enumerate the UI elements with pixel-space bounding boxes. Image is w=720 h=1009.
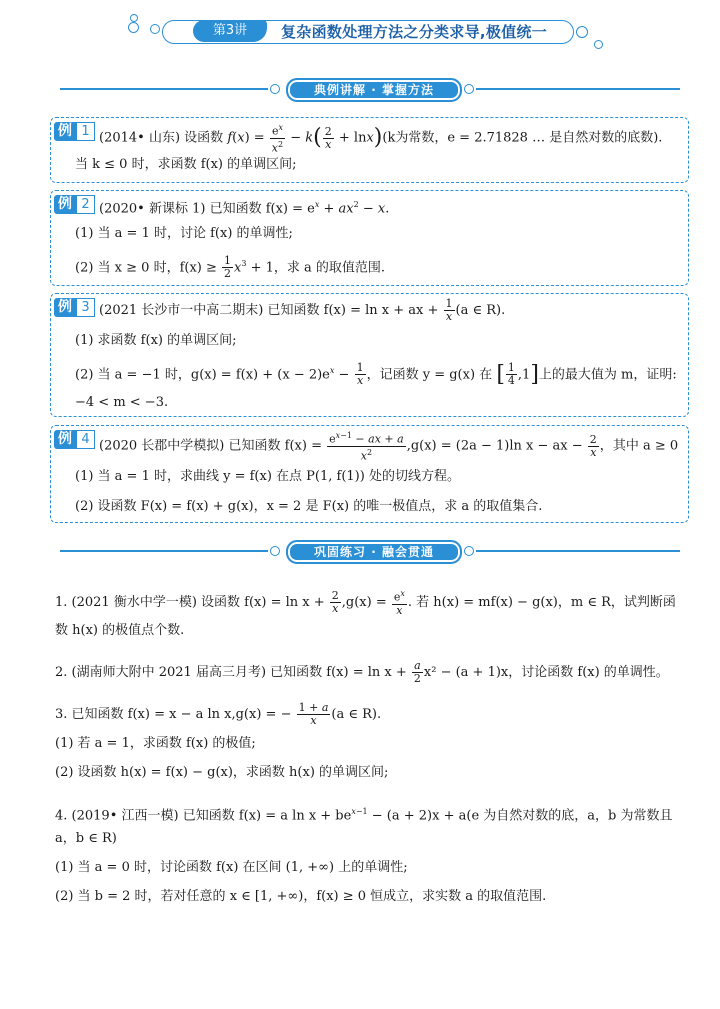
stem-text: 已知函数 f(x) = ln x + ax + bbox=[267, 303, 439, 318]
circle-icon bbox=[576, 26, 588, 38]
source: (2020 长郡中学模拟) bbox=[99, 438, 225, 454]
example-label: 例 bbox=[54, 195, 76, 214]
example-tag bbox=[54, 195, 95, 214]
source: (2014• 山东) bbox=[99, 130, 181, 146]
divider-line bbox=[476, 88, 680, 90]
lecture-number-badge: 第3讲 bbox=[193, 20, 267, 42]
circle-icon bbox=[464, 84, 474, 94]
problem-3-line-1: 3. 已知函数 f(x) = x − a ln x,g(x) = − $\frac{1 + a}{x}$ (a ∈ R). bbox=[55, 701, 382, 727]
example-question: (1) 求函数 f(x) 的单调区间; bbox=[75, 333, 237, 348]
question-text: (2) 当 a = −1 时，g(x) = f(x) + (x − 2)e bbox=[75, 367, 330, 383]
circle-icon bbox=[464, 546, 474, 556]
problem-1-line-2: 数 h(x) 的极值点个数. bbox=[55, 623, 185, 638]
problem-text: 4. (2019• 江西一模) 已知函数 f(x) = a ln x + be bbox=[55, 808, 352, 824]
example-question: (2) 当 a = −1 时，$g(x) = f(x) + (x - 2)e^x$ − $\frac{1}{x}$ ，记函数 y = g(x) 在 [ $\frac{1}{4}$ ,1]上的最大值为 m，证明: bbox=[75, 361, 677, 388]
example-stem: (2020• 新课标 1) 已知函数 $f(x) = e^x + ax^2 - x$. bbox=[99, 200, 390, 217]
section-header-examples bbox=[60, 78, 680, 100]
stem-text: ,g(x) = (2a − 1)ln x − ax − bbox=[406, 438, 583, 454]
section-label: 巩固练习 · 融会贯通 bbox=[286, 540, 462, 564]
problem-text: 1. (2021 衡水中学一模) 设函数 f(x) = ln x + bbox=[55, 594, 325, 610]
example-question: (2) 当 x ≥ 0 时，f(x) ≥ $\frac{1}{2}$ $x^3 + 1$，求 a 的取值范围. bbox=[75, 254, 386, 281]
divider-line bbox=[60, 88, 268, 90]
fraction: $\frac{e^x}{x^2}$ bbox=[271, 123, 284, 155]
example-stem: (2014• 山东) 设函数 f(x) = $\frac{e^x}{x^2}$ − k( $\frac{2}{x}$ + lnx)(k为常数，e = 2.71828 … 是自然对数的底数). bbox=[99, 123, 663, 155]
circle-icon bbox=[594, 40, 603, 49]
problem-text: 3. 已知函数 f(x) = x − a ln x,g(x) = − bbox=[55, 707, 292, 722]
divider-line bbox=[476, 550, 680, 552]
divider-line bbox=[60, 550, 268, 552]
section-label: 典例讲解 · 掌握方法 bbox=[286, 78, 462, 102]
example-label: 例 bbox=[54, 430, 76, 449]
example-number: 2 bbox=[76, 195, 95, 214]
question-text: 记函数 y = g(x) 在 bbox=[379, 367, 493, 383]
stem-text: (k为常数，e = 2.71828 … 是自然对数的底数). bbox=[382, 130, 663, 146]
example-label: 例 bbox=[54, 298, 76, 317]
example-number: 4 bbox=[76, 430, 95, 449]
source: (2021 长沙市一中高二期末) bbox=[99, 303, 264, 318]
stem-text: 其中 a ≥ 0 bbox=[612, 438, 679, 454]
example-label: 例 bbox=[54, 122, 76, 141]
circle-icon bbox=[270, 84, 280, 94]
stem-text: (a ∈ R). bbox=[455, 303, 506, 318]
circle-icon bbox=[128, 22, 139, 33]
section-header-practice bbox=[60, 540, 680, 562]
example-box-4 bbox=[50, 425, 689, 523]
stem-text: 已知函数 f(x) = bbox=[228, 438, 322, 454]
example-question: (1) 当 a = 1 时，求曲线 y = f(x) 在点 P(1, f(1)) 处的切线方程。 bbox=[75, 469, 460, 484]
example-question: 当 k ≤ 0 时，求函数 f(x) 的单调区间; bbox=[75, 157, 297, 172]
problem-4-line-2: a，b ∈ R) bbox=[55, 831, 117, 846]
source: (2020• 新课标 1) bbox=[99, 201, 206, 217]
example-question: −4 < m < −3. bbox=[75, 395, 169, 410]
title-frame bbox=[162, 20, 574, 44]
question-text: 上的最大值为 m，证明: bbox=[538, 367, 677, 383]
example-stem: (2021 长沙市一中高二期末) 已知函数 f(x) = ln x + ax + $\frac{1}{x}$ (a ∈ R). bbox=[99, 297, 506, 323]
problem-text: − (a + 2)x + a(e 为自然对数的底，a，b 为常数且 bbox=[371, 808, 673, 824]
example-tag bbox=[54, 298, 95, 317]
circle-icon bbox=[130, 14, 138, 22]
problem-text: ,g(x) = bbox=[341, 594, 387, 610]
lecture-title-banner bbox=[150, 18, 586, 48]
problem-2-line-1: 2. (湖南师大附中 2021 届高三月考) 已知函数 f(x) = ln x + $\frac{a}{2}$ x² − (a + 1)x，讨论函数 f(x) 的单调性。 bbox=[55, 659, 669, 685]
problem-3-line-2: (1) 若 a = 1，求函数 f(x) 的极值; bbox=[55, 736, 256, 751]
problem-4-line-4: (2) 当 b = 2 时，若对任意的 x ∈ [1, +∞)，f(x) ≥ 0 恒成立，求实数 a 的取值范围. bbox=[55, 889, 547, 904]
example-number: 1 bbox=[76, 122, 95, 141]
stem-text: 已知函数 f(x) = e bbox=[209, 201, 315, 217]
question-text: (2) 当 x ≥ 0 时，f(x) ≥ bbox=[75, 260, 217, 276]
problem-text: x² − (a + 1)x，讨论函数 f(x) 的单调性。 bbox=[423, 665, 669, 680]
example-tag bbox=[54, 122, 95, 141]
stem-text: 设函数 bbox=[184, 130, 224, 146]
circle-icon bbox=[270, 546, 280, 556]
question-text: 求 a 的取值范围. bbox=[286, 260, 386, 276]
problem-text: (a ∈ R). bbox=[331, 707, 382, 722]
problem-3-line-3: (2) 设函数 h(x) = f(x) − g(x)，求函数 h(x) 的单调区间; bbox=[55, 765, 389, 780]
lecture-title: 复杂函数处理方法之分类求导,极值统一 bbox=[281, 23, 548, 41]
problem-4-line-3: (1) 当 a = 0 时，讨论函数 f(x) 在区间 (1, +∞) 上的单调性; bbox=[55, 860, 408, 875]
example-number: 3 bbox=[76, 298, 95, 317]
problem-1-line-1: 1. (2021 衡水中学一模) 设函数 f(x) = ln x + $\frac{2}{x}$ ,g(x) = $\frac{e^x}{x}$ . 若 h(x) = mf(x) − g(x)，m ∈ R，试判断函 bbox=[55, 588, 676, 617]
example-question: (2) 设函数 F(x) = f(x) + g(x)，x = 2 是 F(x) 的唯一极值点，求 a 的取值集合. bbox=[75, 499, 543, 514]
example-box-2 bbox=[50, 190, 689, 286]
problem-text: 2. (湖南师大附中 2021 届高三月考) 已知函数 f(x) = ln x + bbox=[55, 665, 407, 680]
example-tag bbox=[54, 430, 95, 449]
example-stem: (2020 长郡中学模拟) 已知函数 f(x) = $\frac{e^{x-1} - ax + a}{x^2}$ ,g(x) = (2a − 1)ln x − ax − $\frac{2}{x}$ ，其中 a ≥ 0 bbox=[99, 431, 679, 463]
example-box-1 bbox=[50, 117, 689, 183]
example-box-3 bbox=[50, 293, 689, 417]
problem-text: . 若 h(x) = mf(x) − g(x)，m ∈ R，试判断函 bbox=[407, 594, 676, 610]
example-question: (1) 当 a = 1 时，讨论 f(x) 的单调性; bbox=[75, 226, 293, 241]
circle-icon bbox=[150, 24, 160, 34]
problem-4-line-1: 4. (2019• 江西一模) 已知函数 f(x) = a $\ln x + be^{x-1} - (a + 2)x + a(e$ 为自然对数的底，a，b 为常数且 bbox=[55, 807, 673, 824]
